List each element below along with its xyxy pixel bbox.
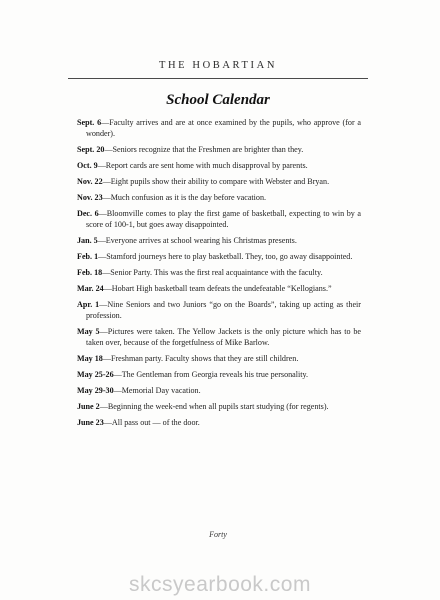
entry-text: —Report cards are sent home with much disapproval by parents.	[97, 160, 308, 170]
calendar-entry	[77, 177, 361, 188]
entry-text: —The Gentleman from Georgia reveals his true personality.	[113, 370, 309, 380]
section-title: School Calendar	[166, 92, 270, 108]
calendar-entry	[77, 161, 361, 172]
page-number: Forty	[209, 530, 227, 539]
entry-date: Oct. 9	[77, 160, 98, 170]
calendar-entry	[77, 354, 361, 365]
calendar-entry	[77, 386, 361, 397]
entry-text: —Senior Party. This was the first real acquaintance with the faculty.	[102, 268, 323, 278]
entry-date: May 18	[77, 353, 103, 363]
entry-date: Jan. 5	[77, 235, 98, 245]
calendar-entry	[77, 236, 361, 247]
watermark-text: skcsyearbook.com	[129, 573, 311, 596]
entry-date: Feb. 18	[77, 268, 103, 278]
calendar-entry	[77, 300, 361, 321]
entry-text: —Memorial Day vacation.	[113, 386, 201, 396]
entry-date: Sept. 20	[77, 144, 105, 154]
entry-date: Dec. 6	[77, 209, 99, 219]
calendar-entry	[77, 145, 361, 156]
entry-date: Nov. 23	[77, 193, 103, 203]
calendar-entry	[77, 418, 361, 429]
calendar-entry	[77, 118, 361, 139]
calendar-entry	[77, 402, 361, 413]
entry-date: Sept. 6	[77, 118, 102, 127]
entry-text: —Stamford journeys here to play basketball. They, too, go away disappointed.	[98, 252, 353, 262]
calendar-entry	[77, 209, 361, 230]
calendar-entry	[77, 268, 361, 279]
entry-text: —Everyone arrives at school wearing his Christmas presents.	[97, 235, 297, 245]
entry-text: —Pictures were taken. The Yellow Jackets is the only picture which has to be taken over, because of the forgetfulness of Mike Barlow.	[86, 327, 361, 347]
entry-date: May 25-26	[77, 370, 114, 380]
header-rule	[68, 78, 368, 79]
entry-date: June 2	[77, 402, 100, 412]
entry-text: —All pass out — of the door.	[103, 418, 200, 428]
entry-date: Feb. 1	[77, 252, 99, 262]
calendar-entry	[77, 370, 361, 381]
calendar-entry	[77, 284, 361, 295]
entry-date: June 23	[77, 418, 104, 428]
entry-date: May 29-30	[77, 386, 114, 396]
entry-date: Mar. 24	[77, 284, 104, 294]
entry-date: May 5	[77, 327, 100, 337]
entry-text: —Seniors recognize that the Freshmen are brighter than they.	[104, 144, 304, 154]
entry-text: —Nine Seniors and two Juniors “go on the Boards”, taking up acting as their profession.	[86, 300, 361, 321]
calendar-entry	[77, 252, 361, 263]
entry-text: —Faculty arrives and are at once examined by the pupils, who approve (for a wonder).	[86, 118, 361, 138]
calendar-entry	[77, 327, 361, 348]
entry-text: —Bloomville comes to play the first game of basketball, expecting to win by a score of 100-1, but goes away disappointed.	[86, 209, 361, 229]
entry-text: —Much confusion as it is the day before vacation.	[102, 193, 267, 203]
entry-text: —Beginning the week-end when all pupils start studying (for regents).	[99, 402, 329, 412]
entry-text: —Hobart High basketball team defeats the undefeatable “Kellogians.”	[103, 284, 332, 294]
calendar-list	[77, 118, 361, 434]
calendar-entry	[77, 193, 361, 204]
entry-date: Nov. 22	[77, 176, 103, 186]
entry-text: —Eight pupils show their ability to compare with Webster and Bryan.	[102, 176, 330, 186]
entry-text: —Freshman party. Faculty shows that they are still children.	[102, 353, 299, 363]
entry-date: Apr. 1	[77, 300, 100, 310]
running-header: THE HOBARTIAN	[158, 60, 278, 71]
